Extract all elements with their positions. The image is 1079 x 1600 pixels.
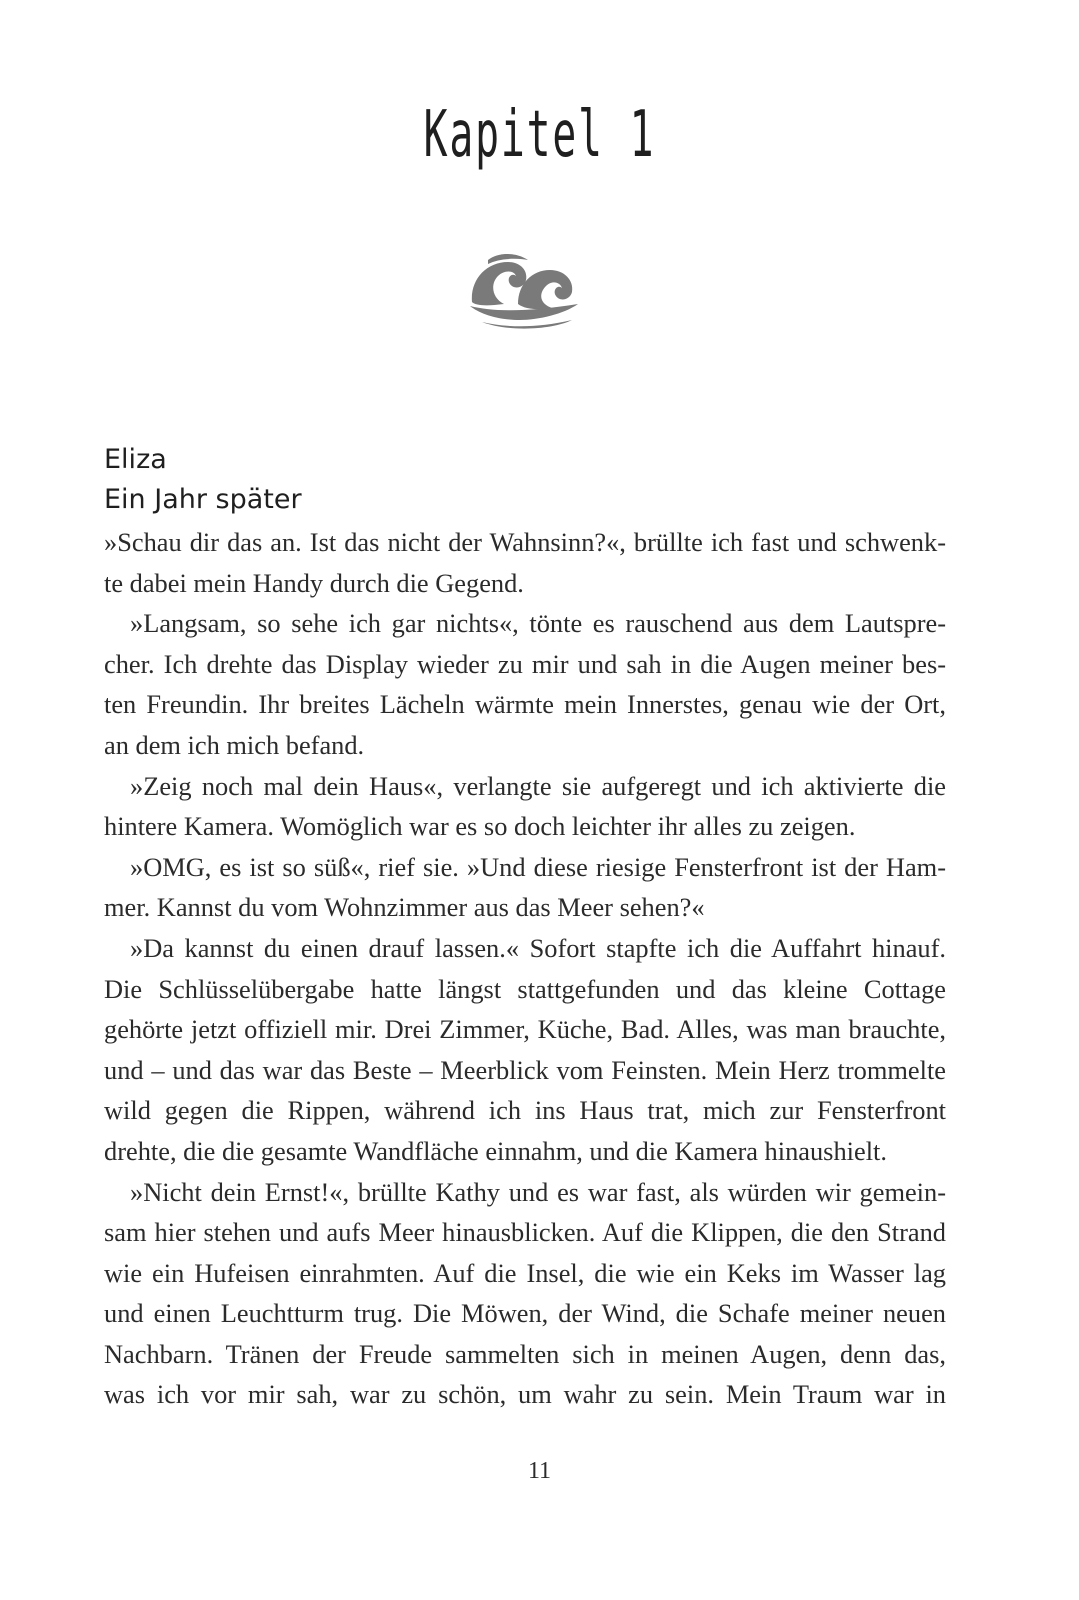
wave-icon: [468, 250, 580, 336]
text-line: »Da kannst du einen drauf lassen.« Sofort stapfte ich die Auffahrt hinauf.: [130, 932, 946, 963]
text-line: was ich vor mir sah, war zu schön, um wahr zu sein. Mein Traum war in: [104, 1379, 946, 1410]
text-line: cher. Ich drehte das Display wieder zu mir und sah in die Augen meiner bes-: [104, 648, 946, 679]
time-marker: Ein Jahr später: [104, 484, 302, 515]
text-line: »Langsam, so sehe ich gar nichts«, tönte es rauschend aus dem Lautspre-: [130, 608, 946, 639]
text-line: Die Schlüsselübergabe hatte längst stattgefunden und das kleine Cottage: [104, 973, 946, 1004]
text-line: hintere Kamera. Womöglich war es so doch leichter ihr alles zu zeigen.: [104, 811, 856, 842]
text-line: »OMG, es ist so süß«, rief sie. »Und diese riesige Fensterfront ist der Ham-: [130, 851, 946, 882]
text-line: te dabei mein Handy durch die Gegend.: [104, 567, 524, 598]
text-line: wild gegen die Rippen, während ich ins Haus trat, mich zur Fensterfront: [104, 1095, 946, 1126]
text-line: »Zeig noch mal dein Haus«, verlangte sie aufgeregt und ich aktivierte die: [130, 770, 946, 801]
body-text: [104, 522, 946, 1415]
text-line: an dem ich mich befand.: [104, 729, 365, 760]
text-line: gehörte jetzt offiziell mir. Drei Zimmer, Küche, Bad. Alles, was man brauchte,: [104, 1014, 946, 1045]
text-line: und einen Leuchtturm trug. Die Möwen, der Wind, die Schafe meiner neuen: [104, 1298, 946, 1329]
text-line: ten Freundin. Ihr breites Lächeln wärmte mein Innerstes, genau wie der Ort,: [104, 689, 946, 720]
text-line: »Schau dir das an. Ist das nicht der Wahnsinn?«, brüllte ich fast und schwenk-: [104, 527, 946, 557]
text-line: und – und das war das Beste – Meerblick vom Feinsten. Mein Herz trommelte: [104, 1054, 946, 1085]
character-name: Eliza: [104, 444, 167, 475]
section-heading: [104, 440, 302, 520]
text-line: drehte, die die gesamte Wandfläche einnahm, und die Kamera hinaushielt.: [104, 1135, 887, 1166]
chapter-title: Kapitel 1: [423, 98, 656, 172]
page-number: 11: [527, 1458, 552, 1484]
text-line: »Nicht dein Ernst!«, brüllte Kathy und es war fast, als würden wir gemein-: [130, 1176, 946, 1207]
text-line: wie ein Hufeisen einrahmten. Auf die Insel, die wie ein Keks im Wasser lag: [104, 1257, 946, 1288]
text-line: Nachbarn. Tränen der Freude sammelten sich in meinen Augen, denn das,: [104, 1338, 946, 1369]
text-line: mer. Kannst du vom Wohnzimmer aus das Meer sehen?«: [104, 892, 705, 923]
text-line: sam hier stehen und aufs Meer hinausblicken. Auf die Klippen, die den Strand: [104, 1217, 946, 1248]
